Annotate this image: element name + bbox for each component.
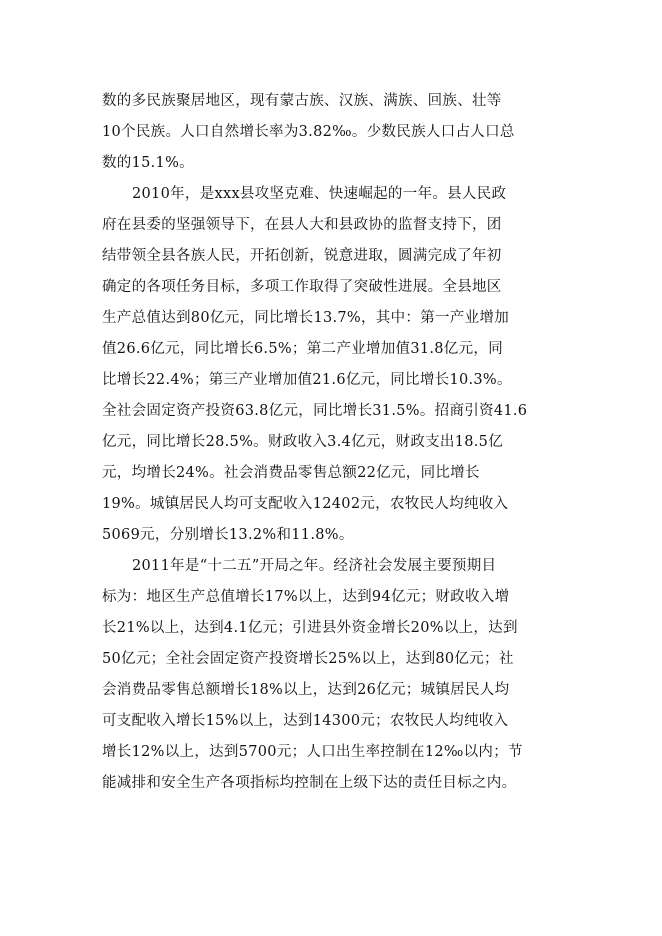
text-line: 50亿元；全社会固定资产投资增长25%以上，达到80亿元；社 [102,651,514,667]
text-line: 2011年是“十二五”开局之年。经济社会发展主要预期目 [132,558,497,574]
text-line: 亿元，同比增长28.5%。财政收入3.4亿元，财政支出18.5亿 [102,434,504,450]
text-line: 长21%以上，达到4.1亿元；引进县外资金增长20%以上，达到 [102,620,518,636]
text-line: 19%。城镇居民人均可支配收入12402元，农牧民人均纯收入 [102,496,509,512]
text-line: 值26.6亿元，同比增长6.5%；第二产业增加值31.8亿元，同 [102,341,504,357]
text-line: 生产总值达到80亿元，同比增长13.7%，其中：第一产业增加 [102,310,510,326]
text-line: 5069元，分别增长13.2%和11.8%。 [102,527,354,543]
text-line: 府在县委的坚强领导下，在县人大和县政协的监督支持下，团 [102,217,502,233]
text-line: 可支配收入增长15%以上，达到14300元；农牧民人均纯收入 [102,713,509,729]
text-line: 确定的各项任务目标，多项工作取得了突破性进展。全县地区 [102,279,502,295]
text-line: 全社会固定资产投资63.8亿元，同比增长31.5%。招商引资41.6 [102,403,528,419]
text-line: 数的15.1%。 [102,155,194,171]
text-line: 10个民族。人口自然增长率为3.82‰。少数民族人口占人口总 [102,124,515,140]
text-line: 结带领全县各族人民，开拓创新，锐意进取，圆满完成了年初 [102,248,502,264]
text-line: 增长12%以上，达到5700元；人口出生率控制在12‰以内；节 [102,744,523,760]
text-line: 能减排和安全生产各项指标均控制在上级下达的责任目标之内。 [102,775,517,791]
text-line: 会消费品零售总额增长18%以上，达到26亿元；城镇居民人均 [102,682,510,698]
text-line: 元，均增长24%。社会消费品零售总额22亿元，同比增长 [102,465,480,481]
text-line: 2010年，是xxx县攻坚克难、快速崛起的一年。县人民政 [132,186,507,202]
text-line: 比增长22.4%；第三产业增加值21.6亿元，同比增长10.3%。 [102,372,512,388]
text-line: 数的多民族聚居地区，现有蒙古族、汉族、满族、回族、壮等 [102,93,502,109]
text-line: 标为：地区生产总值增长17%以上，达到94亿元；财政收入增 [102,589,510,605]
